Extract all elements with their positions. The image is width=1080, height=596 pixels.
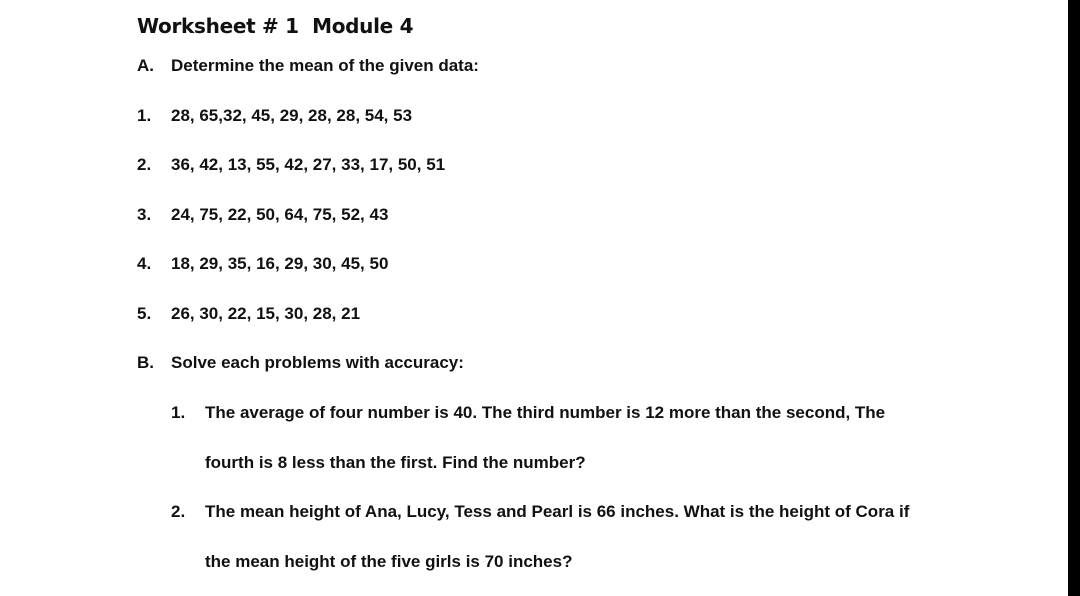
part-b-heading-text: Solve each problems with accuracy: <box>171 353 464 372</box>
problem-line <box>171 502 909 522</box>
list-item <box>137 205 388 225</box>
item-data: 26, 30, 22, 15, 30, 28, 21 <box>171 304 361 323</box>
part-a-marker: A. <box>137 56 154 75</box>
item-number: 4. <box>137 254 152 273</box>
item-number: 2. <box>137 155 152 174</box>
item-number: 3. <box>137 205 152 224</box>
problem-line <box>171 403 885 423</box>
list-item <box>137 304 360 324</box>
part-b-heading <box>137 353 464 373</box>
problem-number: 1. <box>171 403 186 422</box>
page-edge-bar <box>1068 0 1080 596</box>
part-b-marker: B. <box>137 353 154 372</box>
item-data: 24, 75, 22, 50, 64, 75, 52, 43 <box>171 205 389 224</box>
problem-text: The mean height of Ana, Lucy, Tess and Pearl is 66 inches. What is the height of Cora if <box>205 502 910 521</box>
list-item <box>137 155 445 175</box>
list-item <box>137 254 388 274</box>
worksheet-title: Worksheet # 1 Module 4 <box>137 14 414 38</box>
list-item <box>137 106 412 126</box>
item-data: 28, 65,32, 45, 29, 28, 28, 54, 53 <box>171 106 413 125</box>
problem-number: 2. <box>171 502 186 521</box>
problem-continuation: the mean height of the five girls is 70 inches? <box>205 552 573 571</box>
item-data: 18, 29, 35, 16, 29, 30, 45, 50 <box>171 254 389 273</box>
item-data: 36, 42, 13, 55, 42, 27, 33, 17, 50, 51 <box>171 155 446 174</box>
problem-text: The average of four number is 40. The third number is 12 more than the second, The <box>205 403 886 422</box>
part-a-heading-text: Determine the mean of the given data: <box>171 56 479 75</box>
part-a-heading <box>137 56 479 76</box>
item-number: 1. <box>137 106 152 125</box>
item-number: 5. <box>137 304 152 323</box>
problem-continuation: fourth is 8 less than the first. Find the number? <box>205 453 586 472</box>
